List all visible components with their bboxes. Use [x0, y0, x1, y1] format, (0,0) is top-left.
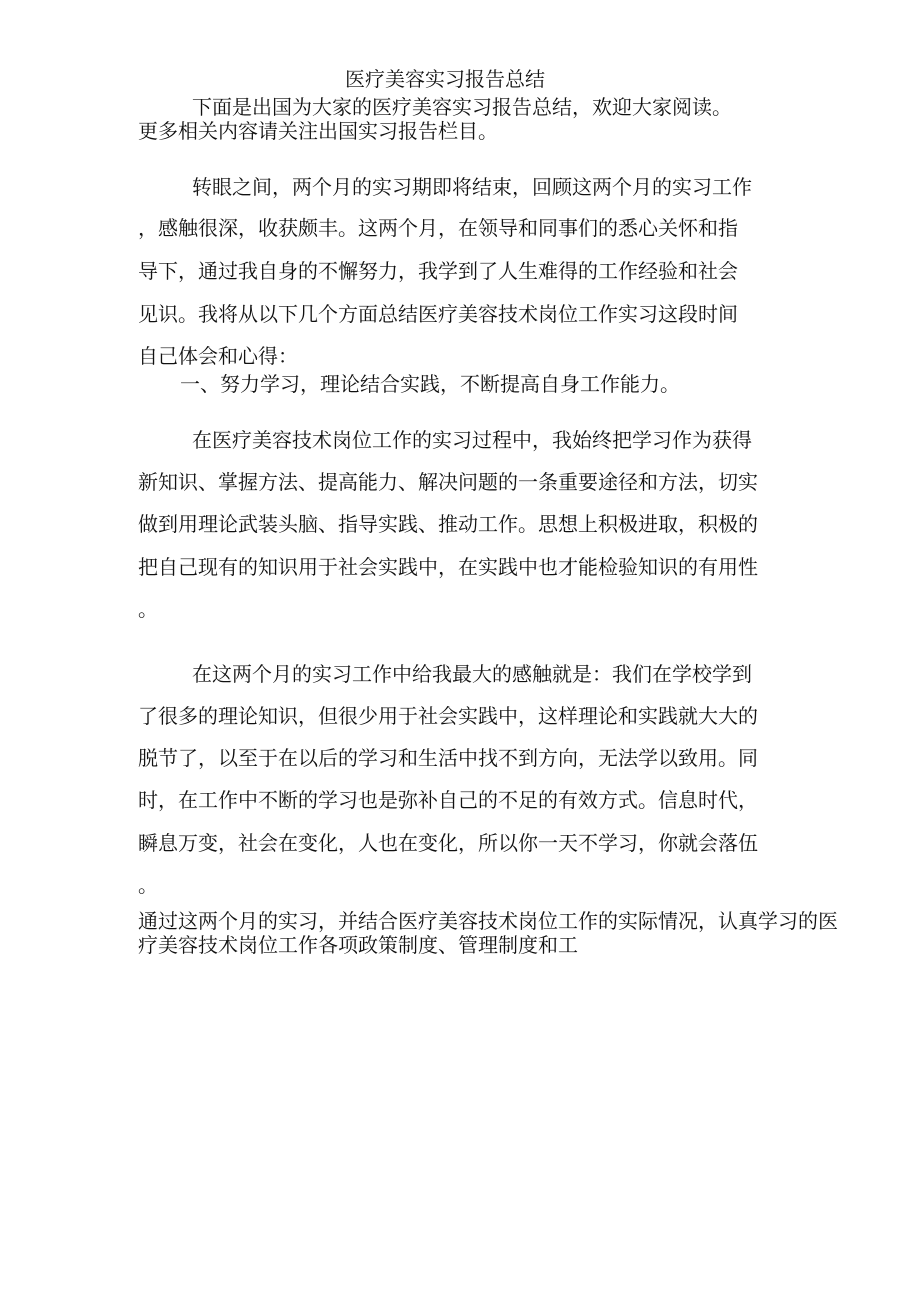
paragraph-line: 时，在工作中不断的学习也是弥补自己的不足的有效方式。信息时代，	[138, 788, 758, 812]
document-title: 医疗美容实习报告总结	[345, 67, 545, 91]
paragraph-line: 见识。我将从以下几个方面总结医疗美容技术岗位工作实习这段时间	[138, 302, 738, 326]
intro-line: 更多相关内容请关注出国实习报告栏目。	[138, 119, 498, 143]
paragraph-line: 。	[138, 873, 158, 897]
paragraph-line: 脱节了，以至于在以后的学习和生活中找不到方向，无法学以致用。同	[138, 746, 758, 770]
intro-line: 下面是出国为大家的医疗美容实习报告总结，欢迎大家阅读。	[192, 95, 732, 119]
paragraph-line: 新知识、掌握方法、提高能力、解决问题的一条重要途径和方法，切实	[138, 470, 758, 494]
paragraph-line: 了很多的理论知识，但很少用于社会实践中，这样理论和实践就大大的	[138, 704, 758, 728]
paragraph-line: 疗美容技术岗位工作各项政策制度、管理制度和工	[138, 933, 578, 957]
paragraph-line: 在医疗美容技术岗位工作的实习过程中，我始终把学习作为获得	[192, 428, 752, 452]
paragraph-line: 转眼之间，两个月的实习期即将结束，回顾这两个月的实习工作	[192, 175, 752, 199]
paragraph-line: 通过这两个月的实习，并结合医疗美容技术岗位工作的实际情况，认真学习的医	[138, 909, 838, 933]
paragraph-line: ，感触很深，收获颇丰。这两个月，在领导和同事们的悉心关怀和指	[138, 216, 738, 240]
paragraph-line: 瞬息万变，社会在变化，人也在变化，所以你一天不学习，你就会落伍	[138, 831, 758, 855]
paragraph-line: 在这两个月的实习工作中给我最大的感触就是：我们在学校学到	[192, 662, 752, 686]
paragraph-line: 。	[138, 597, 158, 621]
paragraph-line: 导下，通过我自身的不懈努力，我学到了人生难得的工作经验和社会	[138, 259, 738, 283]
paragraph-line: 做到用理论武装头脑、指导实践、推动工作。思想上积极进取，积极的	[138, 512, 758, 536]
paragraph-line: 自己体会和心得：	[138, 344, 298, 368]
paragraph-line: 把自己现有的知识用于社会实践中，在实践中也才能检验知识的有用性	[138, 555, 758, 579]
section-heading: 一、努力学习，理论结合实践，不断提高自身工作能力。	[180, 372, 680, 396]
